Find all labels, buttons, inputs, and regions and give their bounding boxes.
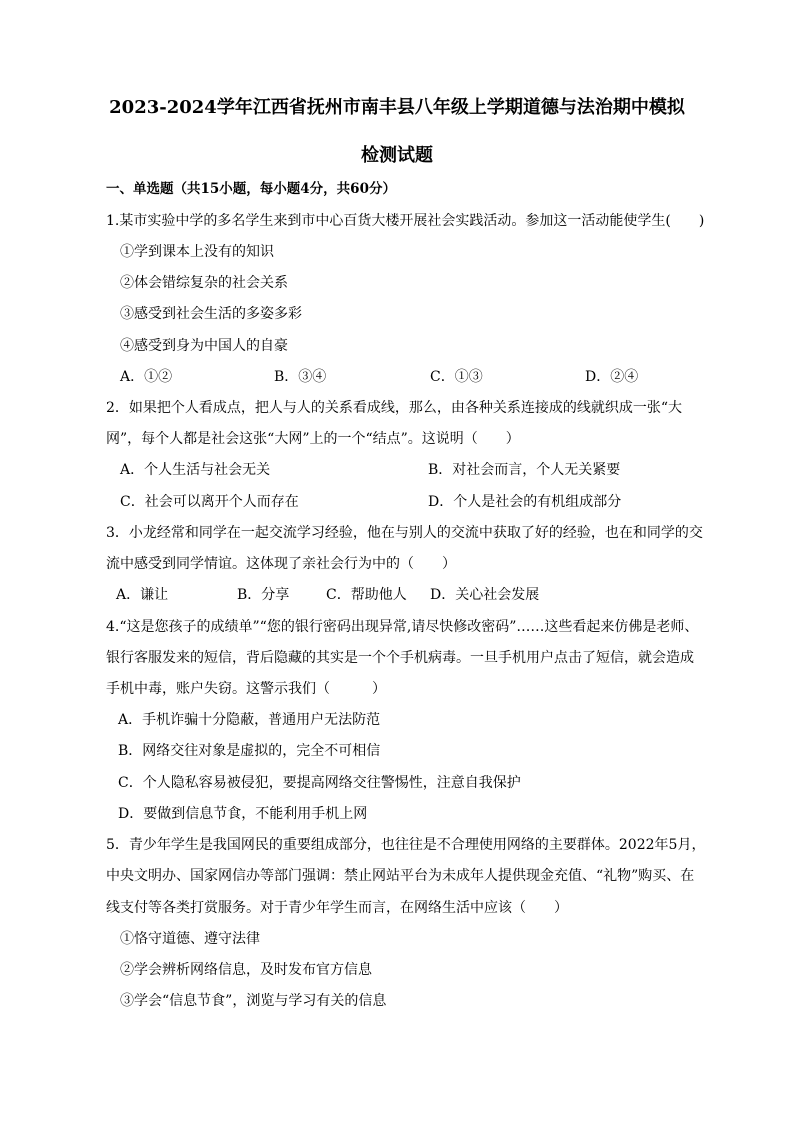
- question-1-option-d: D．②④: [585, 369, 639, 385]
- question-3-option-d: D．关心社会发展: [430, 587, 540, 603]
- question-1-item-4: ④感受到身为中国人的自豪: [120, 338, 288, 354]
- question-4-stem-line3: 手机中毒，账户失窃。这警示我们（ ）: [106, 681, 386, 697]
- question-2-stem-line2: 网”，每个人都是社会这张“大网”上的一个“结点”。这说明（ ）: [106, 431, 520, 447]
- question-5-stem-line3: 线支付等各类打赏服务。对于青少年学生而言，在网络生活中应该（ ）: [106, 900, 568, 916]
- question-2-option-b: B．对社会而言，个人无关紧要: [428, 462, 621, 478]
- question-3-stem-line2: 流中感受到同学情谊。这体现了亲社会行为中的（ ）: [106, 556, 456, 572]
- question-5-stem-line2: 中央文明办、国家网信办等部门强调：禁止网站平台为未成年人提供现金充值、“礼物”购买、在: [106, 868, 695, 884]
- question-5-item-1: ①恪守道德、遵守法律: [120, 931, 260, 947]
- question-4-option-b: B．网络交往对象是虚拟的，完全不可相信: [118, 743, 381, 759]
- question-3-option-c: C．帮助他人: [326, 587, 407, 603]
- question-1-item-3: ③感受到社会生活的多姿多彩: [120, 306, 302, 322]
- question-2-option-a: A．个人生活与社会无关: [120, 462, 271, 478]
- question-2-stem-line1: 2．如果把个人看成点，把人与人的关系看成线，那么，由各种关系连接成的线就织成一张“大: [106, 400, 683, 416]
- question-1-item-1: ①学到课本上没有的知识: [120, 244, 274, 260]
- question-3-stem-line1: 3．小龙经常和同学在一起交流学习经验，他在与别人的交流中获取了好的经验，也在和同学的交: [106, 525, 703, 541]
- question-2-option-d: D．个人是社会的有机组成部分: [428, 494, 622, 510]
- question-4-stem-line1: 4.“这是您孩子的成绩单”“您的银行密码出现异常,请尽快修改密码”……这些看起来仿佛是老师、: [106, 619, 699, 635]
- question-5-item-3: ③学会“信息节食”，浏览与学习有关的信息: [120, 993, 387, 1009]
- question-5-item-2: ②学会辨析网络信息，及时发布官方信息: [120, 962, 372, 978]
- question-5-stem-line1: 5．青少年学生是我国网民的重要组成部分，也往往是不合理使用网络的主要群体。2022年5月，: [106, 837, 706, 853]
- question-1-option-c: C．①③: [430, 369, 483, 385]
- question-4-option-a: A．手机诈骗十分隐蔽，普通用户无法防范: [118, 712, 381, 728]
- question-3-option-b: B．分享: [237, 587, 290, 603]
- question-2-option-c: C．社会可以离开个人而存在: [120, 494, 299, 510]
- section-heading: 一、单选题（共15小题，每小题4分，共60分）: [106, 181, 396, 197]
- question-3-option-a: A．谦让: [116, 587, 169, 603]
- question-4-option-c: C．个人隐私容易被侵犯，要提高网络交往警惕性，注意自我保护: [118, 775, 521, 791]
- question-4-option-d: D．要做到信息节食，不能利用手机上网: [118, 806, 368, 822]
- question-1-stem: 1.某市实验中学的多名学生来到市中心百货大楼开展社会实践活动。参加这一活动能使学生( ): [106, 213, 705, 229]
- question-1-option-b: B．③④: [274, 369, 327, 385]
- question-4-stem-line2: 银行客服发来的短信，背后隐藏的其实是一个个手机病毒。一旦手机用户点击了短信，就会造成: [106, 650, 694, 666]
- question-1-item-2: ②体会错综复杂的社会关系: [120, 275, 288, 291]
- document-title-line1: 2023-2024学年江西省抚州市南丰县八年级上学期道德与法治期中模拟: [109, 97, 685, 118]
- question-1-option-a: A．①②: [120, 369, 173, 385]
- document-title-line2: 检测试题: [361, 145, 433, 166]
